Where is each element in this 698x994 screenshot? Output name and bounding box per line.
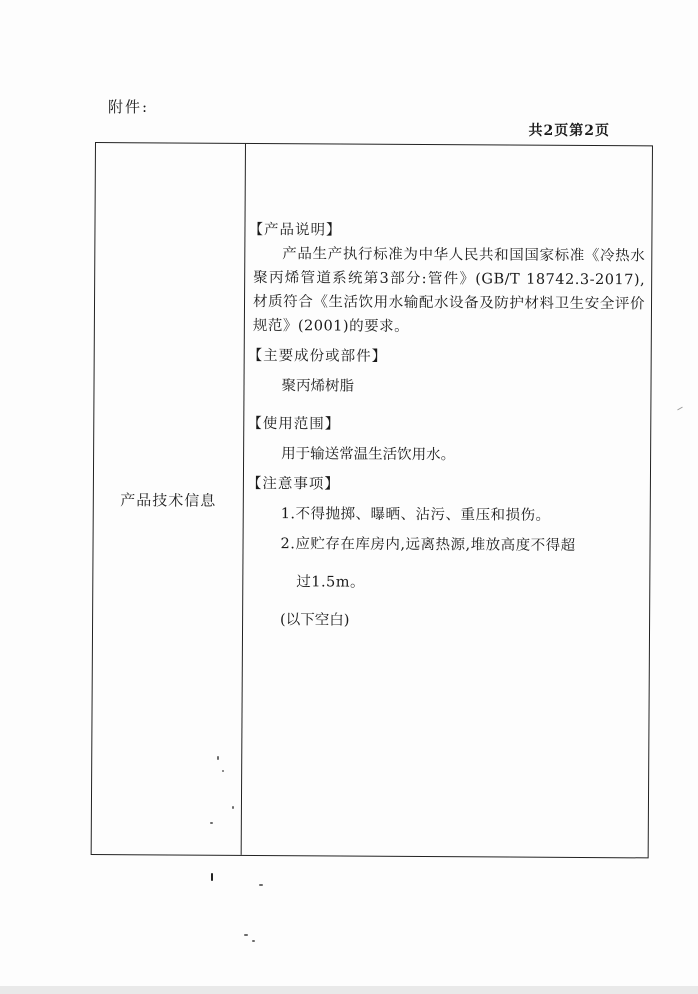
section-heading-product-description: 【产品说明】 — [248, 221, 342, 239]
usage-scope-text: 用于输送常温生活饮用水。 — [281, 446, 456, 464]
scan-speck — [252, 940, 255, 942]
scan-speck — [677, 407, 683, 411]
precaution-item: 2.应贮存在库房内,远离热源,堆放高度不得超 — [280, 536, 576, 554]
precaution-item: 1.不得抛掷、曝晒、沾污、重压和损伤。 — [280, 506, 551, 524]
scan-speck — [222, 770, 224, 772]
content-cell — [246, 218, 646, 634]
section-heading-precautions: 【注意事项】 — [246, 475, 340, 493]
scan-speck — [259, 884, 263, 886]
product-description-text: 产品生产执行标准为中华人民共和国国家标准《冷热水聚丙烯管道系统第3部分:管件》(GB/T 18742.3-2017),材质符合《生活饮用水输配水设备及防护材料卫生安全评价规范》(2001)的要求。 — [252, 246, 646, 335]
scan-speck — [244, 934, 248, 936]
main-components-text: 聚丙烯树脂 — [281, 378, 355, 395]
info-table — [91, 142, 653, 858]
row-label: 产品技术信息 — [120, 491, 217, 510]
scan-speck — [232, 806, 234, 809]
page-indicator: 共2页第2页 — [528, 123, 610, 139]
scan-speck — [210, 822, 213, 824]
attachment-label: 附件: — [108, 98, 150, 116]
precaution-item-continuation: 过1.5m。 — [296, 574, 366, 591]
scan-speck — [211, 873, 213, 881]
scan-speck — [217, 756, 219, 760]
section-heading-main-components: 【主要成份或部件】 — [247, 347, 388, 365]
blank-below-note: (以下空白) — [280, 612, 350, 629]
section-heading-usage-scope: 【使用范围】 — [247, 415, 341, 433]
bottom-strip — [0, 986, 698, 994]
